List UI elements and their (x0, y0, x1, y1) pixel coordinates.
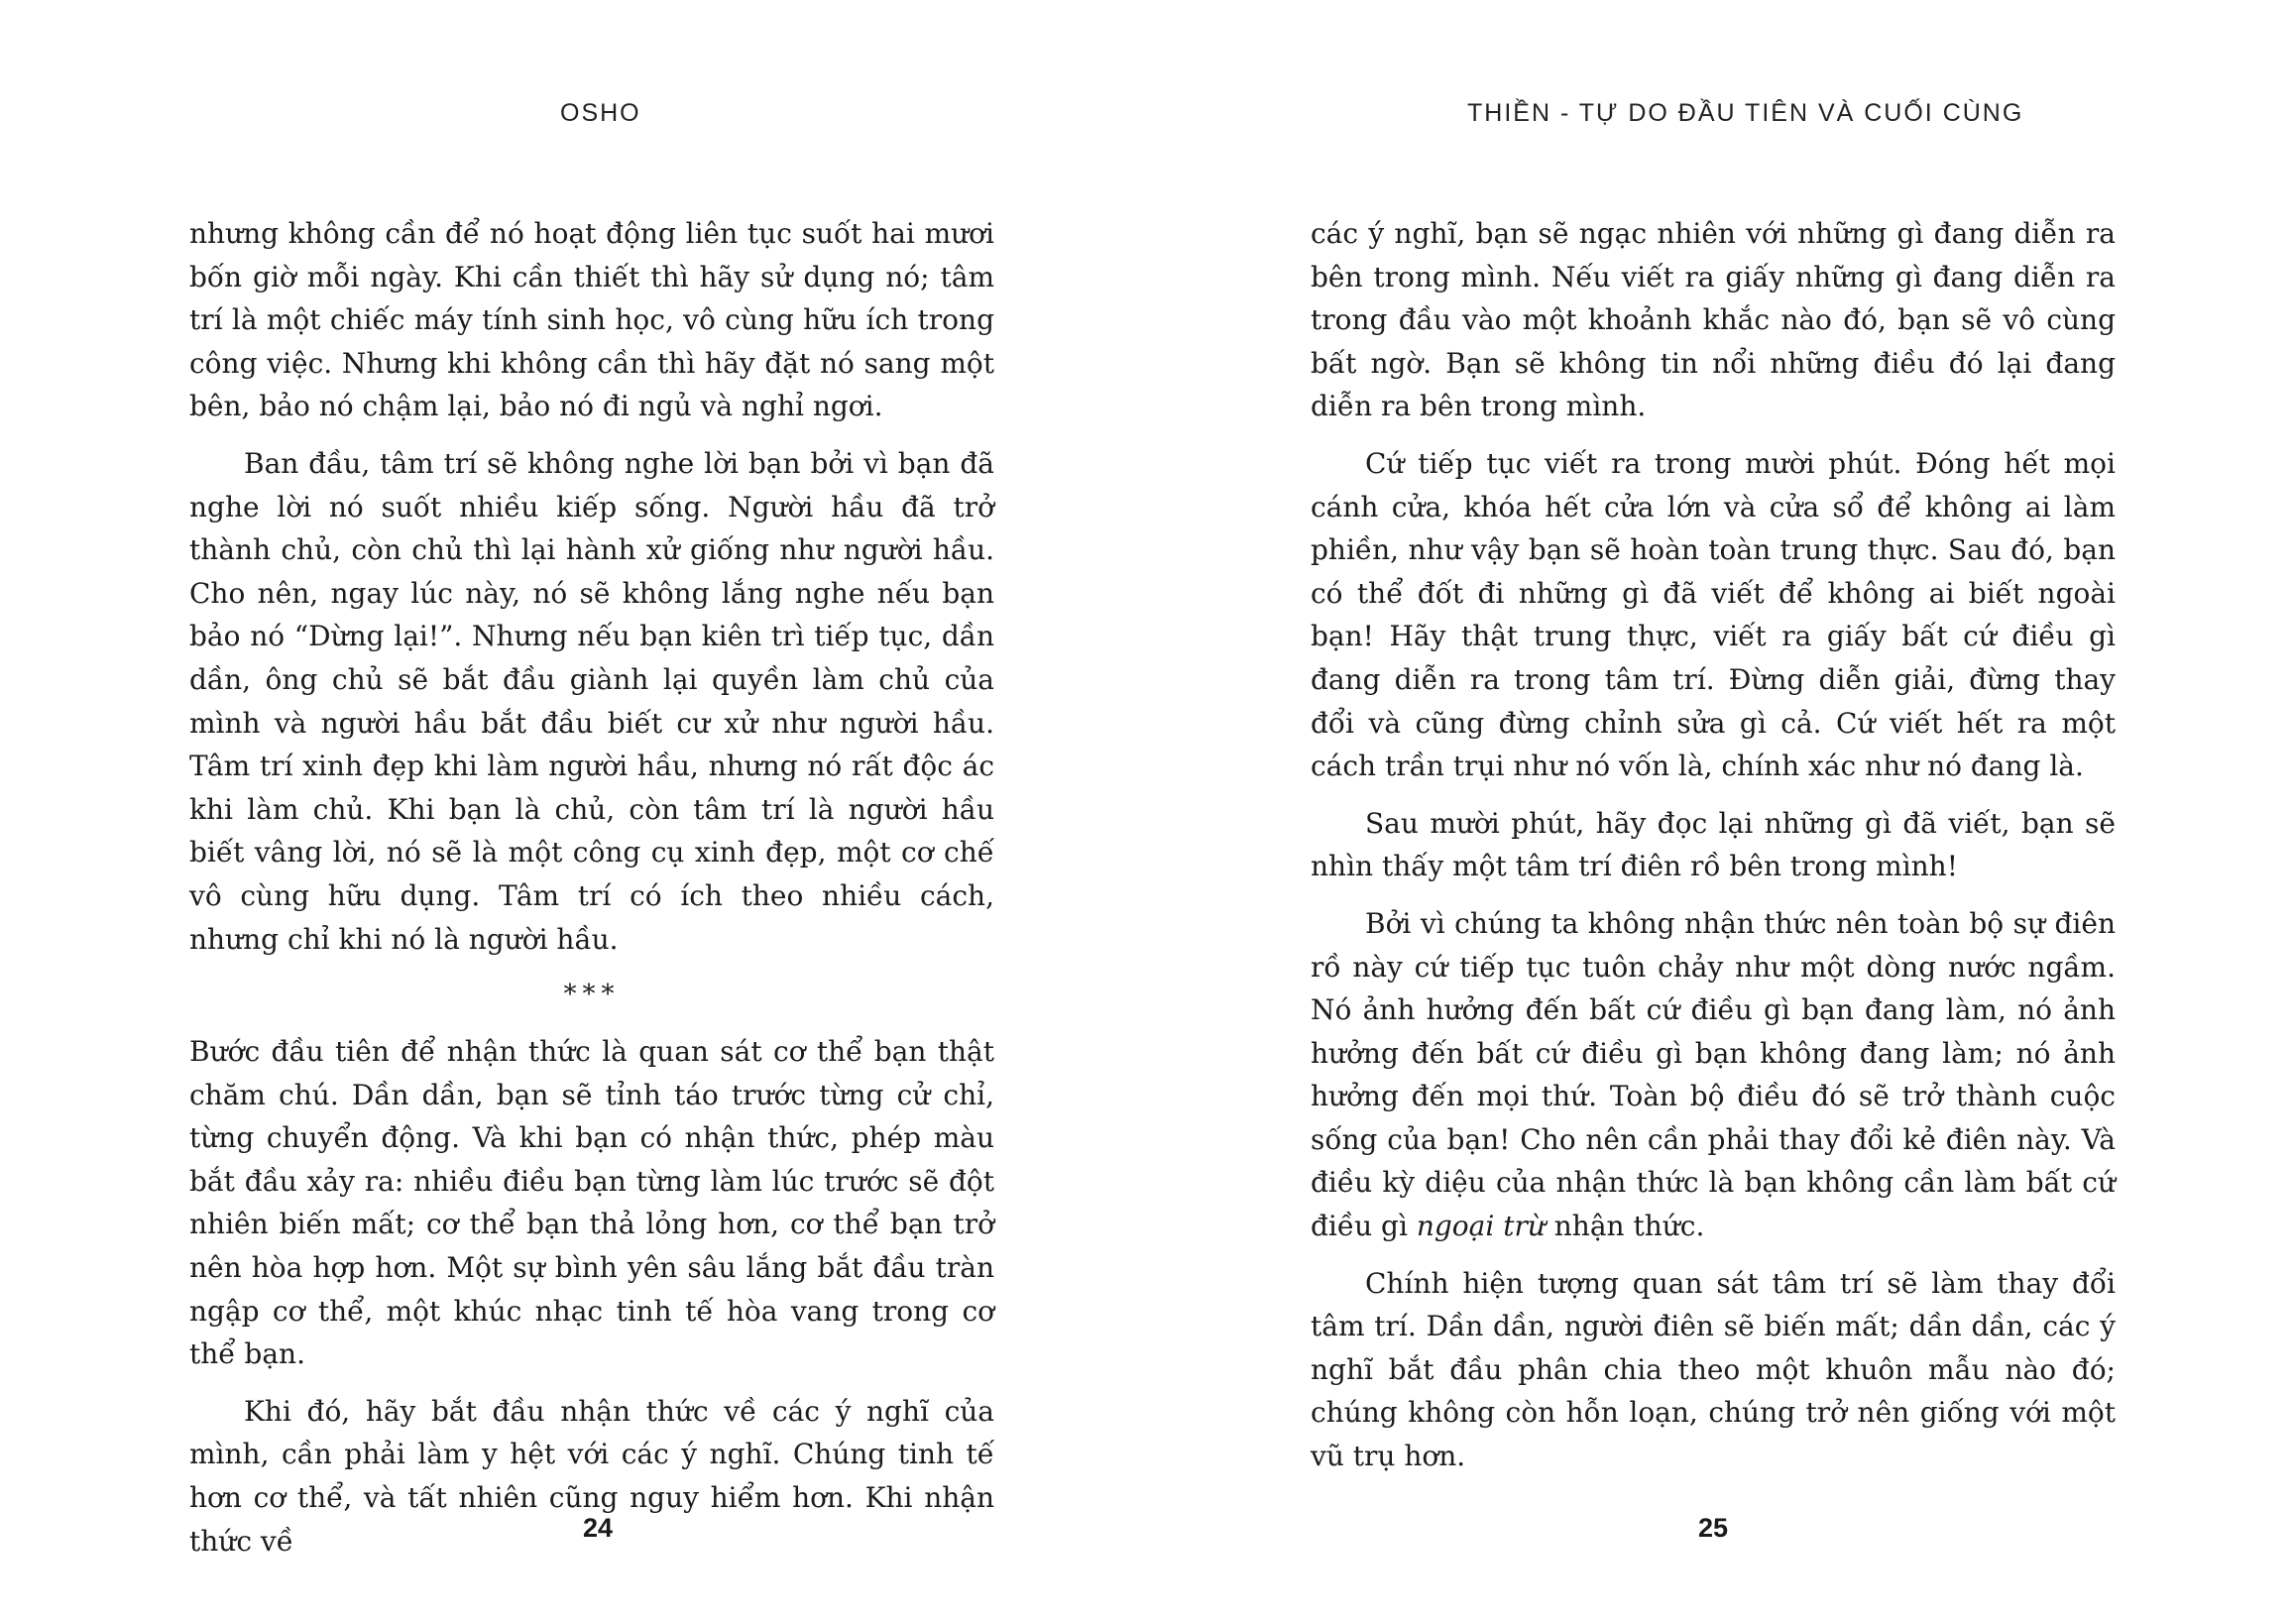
paragraph-4-text: Bởi vì chúng ta không nhận thức nên toàn bộ sự điên rồ này cứ tiếp tục tuôn chảy như một dòng nước ngầm. Nó ảnh hưởng đến bất cứ điều gì bạn đang làm, nó ảnh hưởng đến bất cứ điều gì bạn không đang làm; nó ảnh hưởng đến mọi thứ. Toàn bộ điều đó sẽ trở thành cuộc sống của bạn! Cho nên cần phải thay đổi kẻ điên này. Và điều kỳ diệu của nhận thức là bạn không cần làm bất cứ điều gì (1311, 906, 2116, 1243)
section-separator: *** (563, 980, 621, 1010)
left-page (0, 0, 1147, 1624)
emphasis-text: ngoại trừ (1416, 1210, 1546, 1243)
paragraph-3: Sau mười phút, hãy đọc lại những gì đã viết, bạn sẽ nhìn thấy một tâm trí điên rồ bên trong mình! (1311, 806, 2116, 883)
paragraph-2: Ban đầu, tâm trí sẽ không nghe lời bạn bởi vì bạn đã nghe lời nó suốt nhiều kiếp sống. Người hầu đã trở thành chủ, còn chủ thì lại hành xử giống như người hầu. Cho nên, ngay lúc này, nó sẽ không lắng nghe nếu bạn bảo nó “Dừng lại!”. Nhưng nếu bạn kiên trì tiếp tục, dần dần, ông chủ sẽ bắt đầu giành lại quyền làm chủ của mình và người hầu bắt đầu biết cư xử như người hầu. Tâm trí xinh đẹp khi làm người hầu, nhưng nó rất độc ác khi làm chủ. Khi bạn là chủ, còn tâm trí là người hầu biết vâng lời, nó sẽ là một công cụ xinh đẹp, một cơ chế vô cùng hữu dụng. Tâm trí có ích theo nhiều cách, nhưng chỉ khi nó là người hầu. (189, 446, 994, 956)
paragraph-1: các ý nghĩ, bạn sẽ ngạc nhiên với những gì đang diễn ra bên trong mình. Nếu viết ra giấy những gì đang diễn ra trong đầu vào một khoảnh khắc nào đó, bạn sẽ vô cùng bất ngờ. Bạn sẽ không tin nổi những điều đó lại đang diễn ra bên trong mình. (1311, 217, 2116, 423)
paragraph-4: Khi đó, hãy bắt đầu nhận thức về các ý nghĩ của mình, cần phải làm y hệt với các ý nghĩ. Chúng tinh tế hơn cơ thể, và tất nhiên cũng nguy hiểm hơn. Khi nhận thức về (189, 1394, 994, 1558)
paragraph-5: Chính hiện tượng quan sát tâm trí sẽ làm thay đổi tâm trí. Dần dần, người điên sẽ biến mất; dần dần, các ý nghĩ bắt đầu phân chia theo một khuôn mẫu nào đó; chúng không còn hỗn loạn, chúng trở nên giống với một vũ trụ hơn. (1311, 1266, 2116, 1473)
paragraph-3: Bước đầu tiên để nhận thức là quan sát cơ thể bạn thật chăm chú. Dần dần, bạn sẽ tỉnh táo trước từng cử chỉ, từng chuyển động. Và khi bạn có nhận thức, phép màu bắt đầu xảy ra: nhiều điều bạn từng làm lúc trước sẽ đột nhiên biến mất; cơ thể bạn thả lỏng hơn, cơ thể bạn trở nên hòa hợp hơn. Một sự bình yên sâu lắng bắt đầu tràn ngập cơ thể, một khúc nhạc tinh tế hòa vang trong cơ thể bạn. (189, 1035, 994, 1371)
left-body-text (189, 212, 994, 1576)
page-number: 24 (583, 1513, 614, 1543)
paragraph-4 (1311, 902, 2116, 1248)
page-number: 25 (1698, 1513, 1729, 1543)
running-head-title: THIỀN - TỰ DO ĐẦU TIÊN VÀ CUỐI CÙNG (1467, 99, 2024, 127)
paragraph-1: nhưng không cần để nó hoạt động liên tục suốt hai mươi bốn giờ mỗi ngày. Khi cần thiết thì hãy sử dụng nó; tâm trí là một chiếc máy tính sinh học, vô cùng hữu ích trong công việc. Nhưng khi không cần thì hãy đặt nó sang một bên, bảo nó chậm lại, bảo nó đi ngủ và nghỉ ngơi. (189, 217, 994, 423)
right-page (1148, 0, 2295, 1624)
paragraph-2: Cứ tiếp tục viết ra trong mười phút. Đóng hết mọi cánh cửa, khóa hết cửa lớn và cửa sổ để không ai làm phiền, như vậy bạn sẽ hoàn toàn trung thực. Sau đó, bạn có thể đốt đi những gì đã viết để không ai biết ngoài bạn! Hãy thật trung thực, viết ra giấy bất cứ điều gì đang diễn ra trong tâm trí. Đừng diễn giải, đừng thay đổi và cũng đừng chỉnh sửa gì cả. Cứ viết hết ra một cách trần trụi như nó vốn là, chính xác như nó đang là. (1311, 446, 2116, 783)
paragraph-4-end: nhận thức. (1545, 1210, 1705, 1243)
right-body-text (1311, 212, 2116, 1492)
running-head-author: OSHO (560, 99, 641, 127)
